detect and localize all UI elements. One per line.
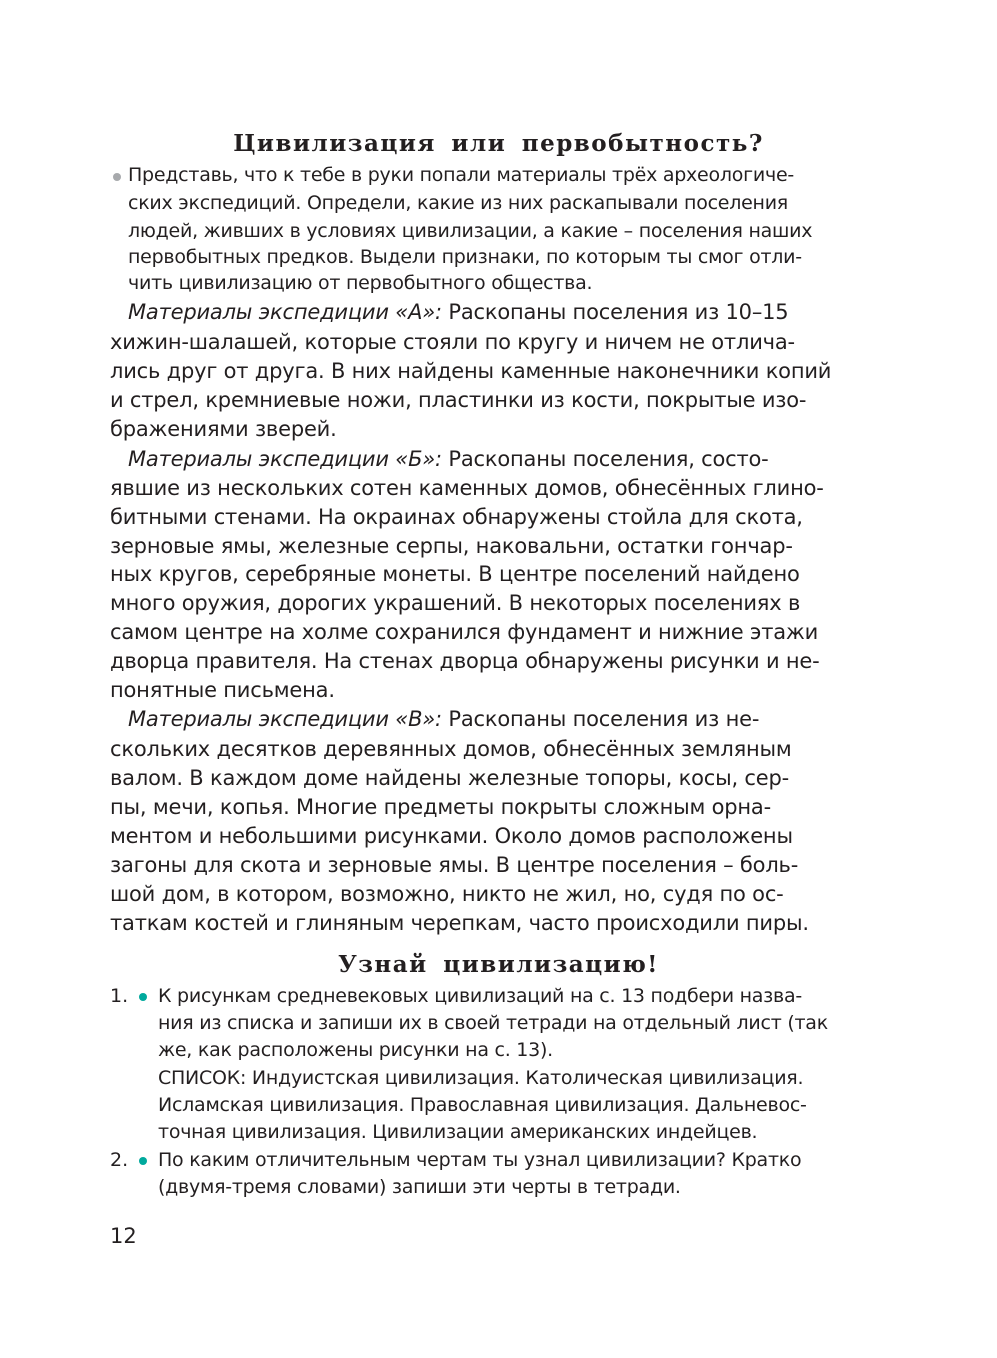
grey-dot-bullet-icon	[113, 173, 121, 181]
expedition-a-line: и стрел, кремниевые ножи, пластинки из кости, покрытые изо-	[110, 388, 807, 412]
expedition-c-text: Раскопаны поселения из не-	[448, 707, 760, 731]
task-2-line: (двумя-тремя словами) запиши эти черты в тетради.	[158, 1176, 681, 1198]
task-1-line: К рисункам средневековых цивилизаций на с. 13 подбери назва-	[158, 985, 802, 1007]
section-title-recognize-civilization: Узнай цивилизацию!	[338, 951, 659, 978]
task-line: ских экспедиций. Определи, какие из них раскапывали поселения	[128, 192, 788, 214]
expedition-a-first-line	[128, 300, 788, 324]
task-1-number: 1.	[110, 985, 129, 1007]
task-1-line: ния из списка и запиши их в своей тетради на отдельный лист (так	[158, 1012, 828, 1034]
expedition-a-line: хижин-шалашей, которые стояли по кругу и ничем не отлича-	[110, 330, 795, 354]
expedition-b-line: много оружия, дорогих украшений. В некоторых поселениях в	[110, 591, 801, 615]
task-1-list-line: СПИСОК: Индуистская цивилизация. Католическая цивилизация.	[158, 1067, 804, 1089]
expedition-c-line: загоны для скота и зерновые ямы. В центре поселения – боль-	[110, 853, 799, 877]
expedition-b-line: явшие из нескольких сотен каменных домов, обнесённых глино-	[110, 476, 824, 500]
expedition-b-line: ных кругов, серебряные монеты. В центре поселений найдено	[110, 562, 800, 586]
expedition-a-line: бражениями зверей.	[110, 417, 337, 441]
teal-dot-bullet-icon	[139, 993, 147, 1001]
teal-dot-bullet-icon	[139, 1157, 147, 1165]
task-2-number: 2.	[110, 1149, 129, 1171]
expedition-b-line: зерновые ямы, железные серпы, наковальни, остатки гончар-	[110, 534, 793, 558]
page-number: 12	[110, 1224, 137, 1248]
expedition-b-intro: Материалы экспедиции «Б»:	[128, 447, 442, 471]
task-2-line: По каким отличительным чертам ты узнал цивилизации? Кратко	[158, 1149, 802, 1171]
task-1-line: же, как расположены рисунки на с. 13).	[158, 1039, 553, 1061]
expedition-c-intro: Материалы экспедиции «В»:	[128, 707, 442, 731]
expedition-a-line: лись друг от друга. В них найдены каменные наконечники копий	[110, 359, 832, 383]
expedition-c-line: пы, мечи, копья. Многие предметы покрыты сложным орна-	[110, 795, 771, 819]
task-line: Представь, что к тебе в руки попали материалы трёх археологиче-	[128, 164, 794, 186]
expedition-b-line: дворца правителя. На стенах дворца обнаружены рисунки и не-	[110, 649, 820, 673]
expedition-c-line: скольких десятков деревянных домов, обнесённых земляным	[110, 737, 792, 761]
expedition-c-line: ментом и небольшими рисунками. Около домов расположены	[110, 824, 793, 848]
expedition-c-line: валом. В каждом доме найдены железные топоры, косы, сер-	[110, 766, 789, 790]
section-title-civilization-or-primitive: Цивилизация или первобытность?	[233, 130, 764, 157]
task-line: первобытных предков. Выдели признаки, по которым ты смог отли-	[128, 246, 802, 268]
expedition-c-line: таткам костей и глиняным черепкам, часто происходили пиры.	[110, 911, 809, 935]
expedition-a-intro: Материалы экспедиции «А»:	[128, 300, 442, 324]
task-line: чить цивилизацию от первобытного общества.	[128, 272, 593, 294]
expedition-b-first-line	[128, 447, 769, 471]
task-line: людей, живших в условиях цивилизации, а какие – поселения наших	[128, 220, 813, 242]
expedition-b-line: самом центре на холме сохранился фундамент и нижние этажи	[110, 620, 819, 644]
expedition-c-line: шой дом, в котором, возможно, никто не жил, но, судя по ос-	[110, 882, 784, 906]
expedition-b-line: понятные письмена.	[110, 678, 335, 702]
task-1-list-line: точная цивилизация. Цивилизации американских индейцев.	[158, 1121, 758, 1143]
expedition-b-text: Раскопаны поселения, состо-	[448, 447, 769, 471]
task-1-list-line: Исламская цивилизация. Православная цивилизация. Дальневос-	[158, 1094, 807, 1116]
expedition-b-line: битными стенами. На окраинах обнаружены стойла для скота,	[110, 505, 803, 529]
expedition-a-text: Раскопаны поселения из 10–15	[448, 300, 789, 324]
expedition-c-first-line	[128, 707, 759, 731]
